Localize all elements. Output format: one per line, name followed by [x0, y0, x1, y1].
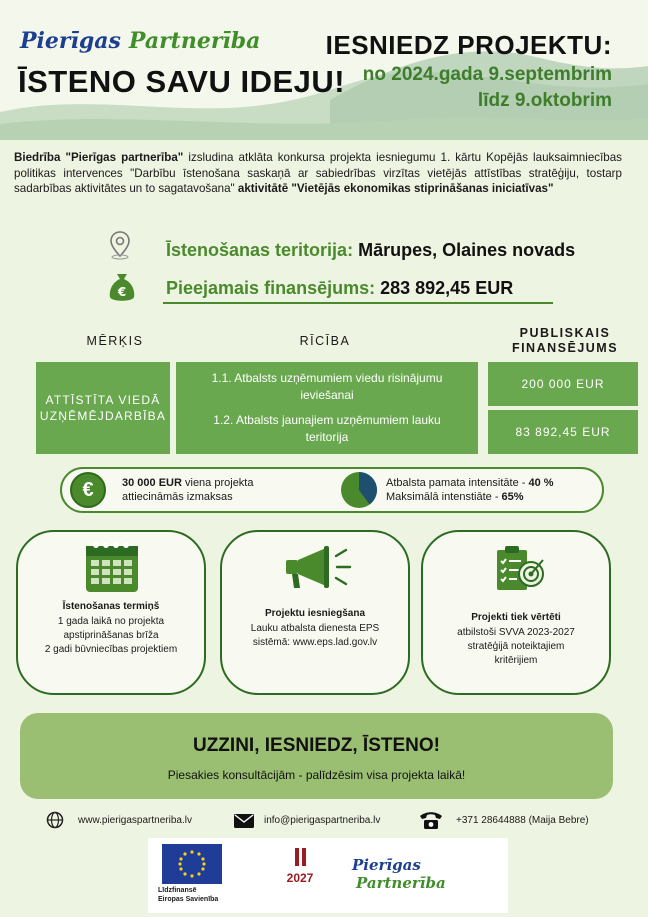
programme-2027-logo — [282, 848, 318, 900]
card-evaluation-line-1: atbilstoši SVVA 2023-2027 — [457, 627, 575, 638]
intensity-base-label: Atbalsta pamata intensitāte - — [386, 477, 529, 489]
eu-caption-line-1: Līdzfinansē — [158, 887, 197, 894]
svg-text:€: € — [117, 285, 127, 299]
footer-logos — [148, 838, 508, 913]
card-deadline-line-3: 2 gadi būvniecības projektiem — [44, 644, 178, 655]
card-evaluation — [421, 530, 611, 695]
max-amount-line-2: attiecināmās izmaksas — [122, 491, 233, 503]
col-goal-heading: MĒRĶIS — [86, 334, 144, 348]
phone-person: (Maija Bebre) — [528, 815, 589, 826]
header — [0, 0, 648, 140]
max-amount-text — [122, 476, 253, 504]
intensity-text — [386, 476, 554, 504]
card-submission-title: Projektu iesniegšana — [264, 608, 366, 619]
card-deadline-line-1: 1 gada laikā no projekta — [57, 616, 165, 627]
phone-text — [456, 815, 589, 826]
intensity-max-label: Maksimālā intenstiāte - — [386, 491, 502, 503]
funding-label: Pieejamais finansējums: — [166, 278, 376, 298]
amount-box-1: 200 000 EUR — [488, 362, 638, 406]
action-item-1 — [212, 370, 443, 404]
card-deadline-text — [18, 615, 204, 657]
money-bag-icon — [106, 270, 138, 304]
email-link[interactable]: info@pierigaspartneriba.lv — [264, 815, 381, 826]
card-deadline-line-2: apstiprināšanas brīža — [63, 630, 159, 641]
card-evaluation-line-2: stratēģijā noteiktajiem — [467, 641, 565, 652]
territory-value: Mārupes, Olaines novads — [358, 240, 576, 260]
col-funding-heading — [490, 326, 640, 356]
checklist-target-icon — [491, 542, 547, 594]
footer-brand-logo — [352, 856, 508, 892]
card-evaluation-line-3: kritērijiem — [494, 655, 538, 666]
eu-caption — [158, 886, 228, 904]
envelope-icon — [234, 814, 254, 828]
card-deadline — [16, 530, 206, 695]
card-deadline-title: Īstenošanas termiņš — [62, 601, 160, 612]
eu-flag-icon — [162, 844, 222, 884]
globe-icon — [46, 811, 64, 829]
phone-number: +371 28644888 — [456, 815, 526, 826]
card-submission — [220, 530, 410, 695]
slogan: ĪSTENO SAVU IDEJU! — [18, 64, 346, 99]
col-action-heading: RĪCĪBA — [299, 334, 351, 348]
headline: IESNIEDZ PROJEKTU: — [325, 30, 612, 60]
eu-caption-line-2: Eiropas Savienība — [158, 896, 219, 903]
action-item-2 — [213, 412, 440, 446]
website-link[interactable]: www.pierigaspartneriba.lv — [78, 815, 192, 826]
card-submission-line-2: sistēmā: www.eps.lad.gov.lv — [252, 637, 378, 648]
max-amount-bold: 30 000 EUR — [122, 477, 182, 489]
date-to: līdz 9.oktobrim — [477, 90, 612, 111]
intensity-base-value: 40 % — [528, 477, 554, 489]
megaphone-icon — [280, 544, 356, 594]
col-funding-heading-l1: PUBLISKAIS — [519, 326, 611, 340]
intensity-pie-chart — [340, 471, 378, 509]
action-2-line-1: 1.2. Atbalsts jaunajiem uzņēmumiem lauku — [213, 413, 441, 427]
intro-org: Biedrība "Pierīgas partnerība" — [14, 151, 184, 164]
footer-logo-word-1: Pierīgas — [352, 856, 421, 874]
action-box — [176, 362, 478, 454]
euro-icon: € — [70, 472, 106, 508]
intensity-max-value: 65% — [501, 491, 524, 503]
intro-text-1: izsludina atklāta konkursa projekta iesniegumu 1. kārtu — [183, 151, 487, 164]
card-evaluation-title: Projekti tiek vērtēti — [471, 612, 561, 623]
card-submission-text — [222, 622, 408, 650]
col-funding-heading-l2: FINANSĒJUMS — [511, 341, 619, 355]
calendar-icon — [82, 538, 142, 594]
brand-logo — [20, 28, 260, 54]
amount-box-2: 83 892,45 EUR — [488, 410, 638, 454]
logo-word-1: Pierīgas — [20, 28, 121, 54]
cta-banner — [20, 713, 613, 799]
logo-word-2: Partnerība — [128, 28, 261, 54]
funding-underline — [163, 302, 553, 304]
cta-subtitle: Piesakies konsultācijām - palīdzēsim visa projekta laikā! — [167, 768, 466, 782]
intro-text-2: Kopējās lauksaimniecības politikas intervences "Darbību īstenošana saskaņā ar sabiedrības virzītas vietējās attīstības stratēģiju, tostarp sadarbības aktivitātes un to sagatavošana" — [14, 151, 622, 195]
action-1-line-1: 1.1. Atbalsts uzņēmumiem viedu risinājumu — [211, 371, 443, 385]
action-1-line-2: ieviešanai — [300, 388, 354, 402]
funding-value: 283 892,45 EUR — [380, 278, 514, 298]
phone-icon — [418, 810, 444, 830]
territory-label: Īstenošanas teritorija: — [166, 240, 354, 260]
card-submission-line-1: Lauku atbalsta dienesta EPS — [250, 623, 380, 634]
location-pin-icon — [108, 230, 132, 260]
cta-title: UZZINI, IESNIEDZ, ĪSTENO! — [192, 735, 440, 756]
date-from: no 2024.gada 9.septembrim — [362, 64, 612, 85]
footer-logo-word-2: Partnerība — [356, 874, 446, 892]
funding-row — [166, 278, 513, 299]
goal-line-2: UZŅĒMĒJDARBĪBA — [39, 409, 167, 423]
goal-box — [36, 362, 170, 454]
action-2-line-2: teritorija — [305, 430, 349, 444]
max-amount-rest: viena projekta — [181, 477, 254, 489]
card-evaluation-text — [423, 626, 609, 668]
intro-paragraph — [14, 150, 622, 197]
intro-activity: aktivitātē "Vietējās ekonomikas stiprināšanas iniciatīvas" — [237, 182, 554, 195]
programme-year: 2027 — [286, 871, 314, 885]
goal-line-1: ATTĪSTĪTA VIEDĀ — [45, 393, 161, 407]
territory-row — [166, 240, 575, 261]
